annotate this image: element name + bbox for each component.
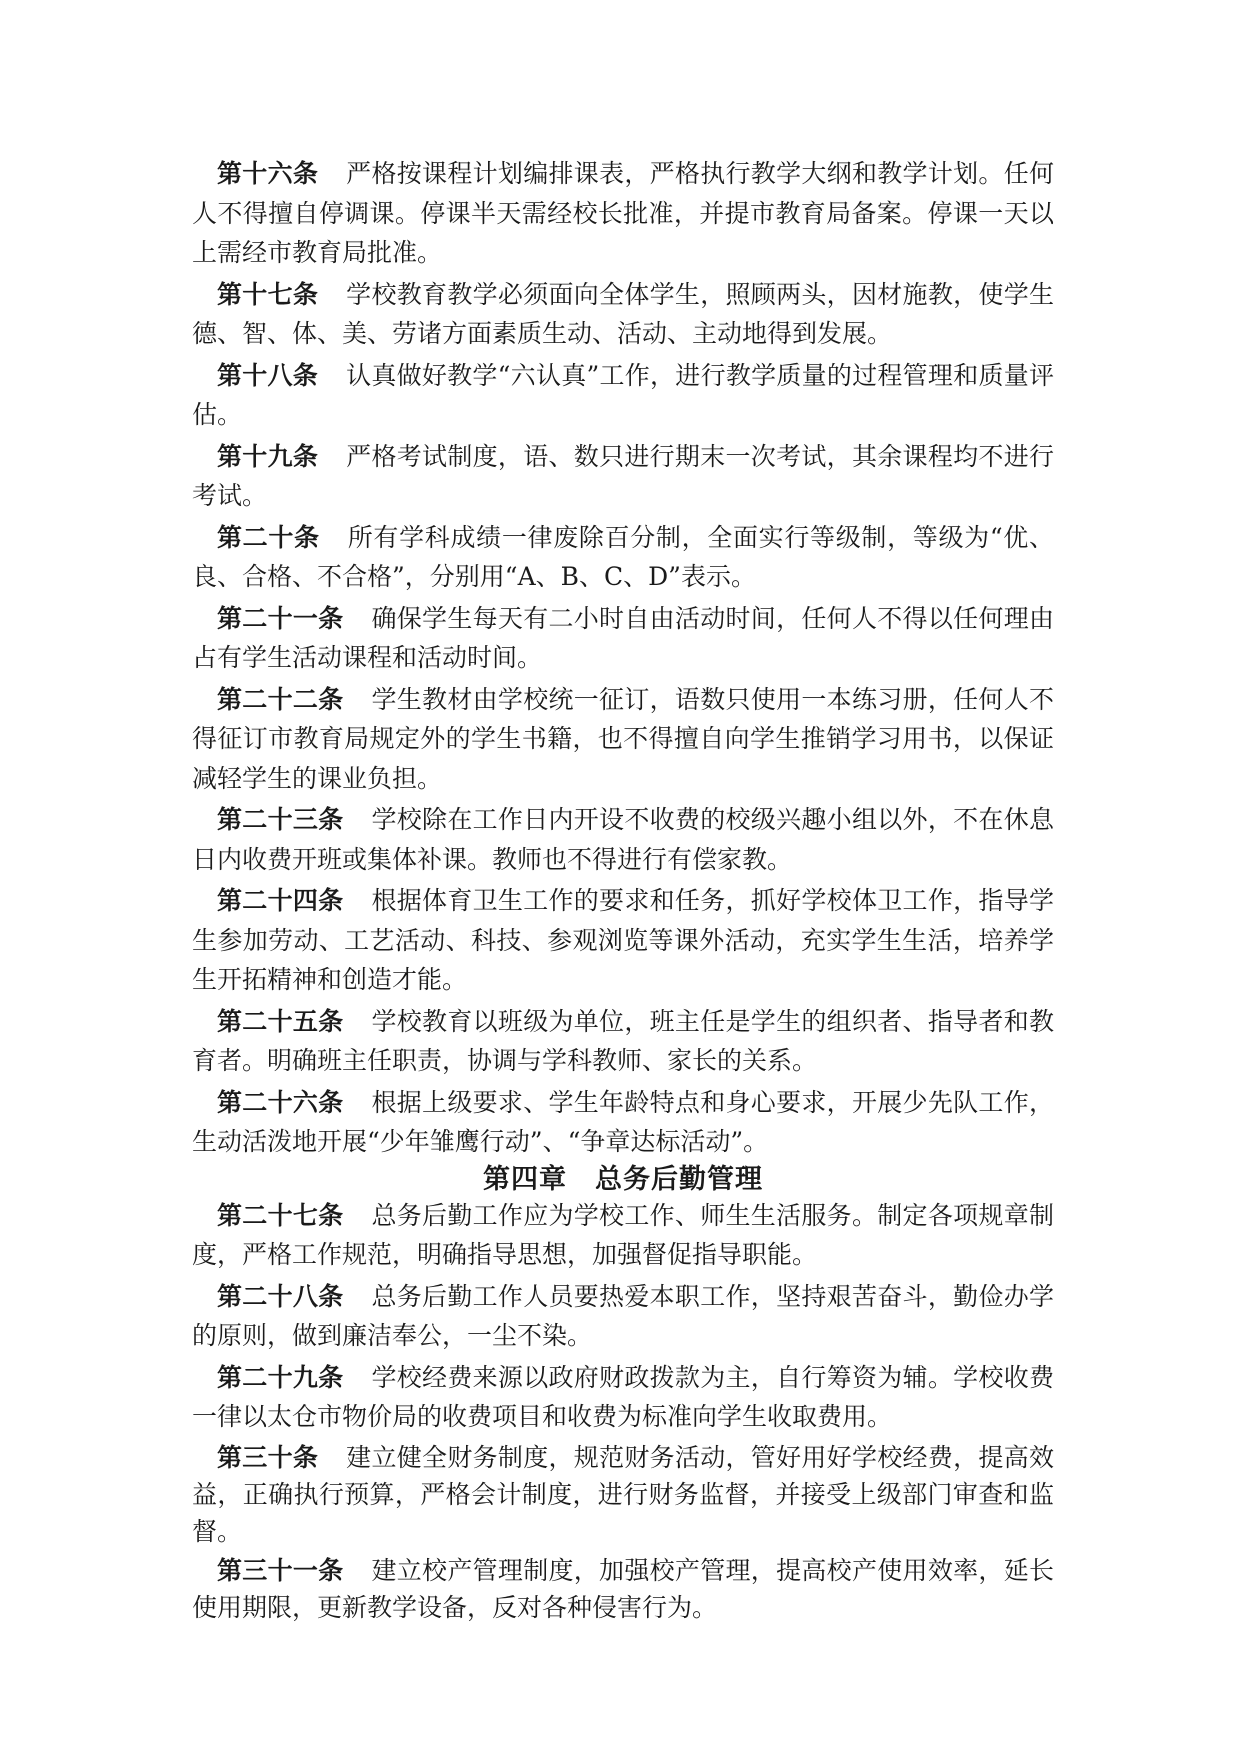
article-text: 总务后勤工作应为学校工作、师生生活服务。制定各项规章制度，严格工作规范，明确指导思想，加强督促指导职能。 <box>192 1200 1054 1269</box>
article-28 <box>192 1277 1054 1356</box>
article-text: 确保学生每天有二小时自由活动时间，任何人不得以任何理由占有学生活动课程和活动时间。 <box>192 603 1054 672</box>
article-number: 第二十九条 <box>217 1362 344 1392</box>
article-number: 第二十三条 <box>217 805 344 834</box>
article-text: 学校除在工作日内开设不收费的校级兴趣小组以外，不在休息日内收费开班或集体补课。教师也不得进行有偿家教。 <box>192 805 1054 874</box>
article-number: 第十九条 <box>217 441 319 471</box>
article-text: 学校经费来源以政府财政拨款为主，自行筹资为辅。学校收费一律以太仓市物价局的收费项目和收费为标准向学生收取费用。 <box>192 1362 1054 1431</box>
article-number: 第十六条 <box>217 159 319 188</box>
article-18 <box>192 356 1054 435</box>
article-text: 根据上级要求、学生年龄特点和身心要求，开展少先队工作，生动活泼地开展“少年雏鹰行动”、“争章达标活动”。 <box>192 1087 1054 1156</box>
article-23 <box>192 800 1054 879</box>
article-text: 学校教育教学必须面向全体学生，照顾两头，因材施教，使学生德、智、体、美、劳诸方面素质生动、活动、主动地得到发展。 <box>192 279 1054 348</box>
chapter-heading <box>192 1162 1054 1198</box>
article-26 <box>192 1083 1054 1162</box>
article-19 <box>192 437 1054 516</box>
article-20 <box>192 518 1054 597</box>
article-number: 第三十条 <box>217 1442 319 1472</box>
article-16 <box>192 154 1054 273</box>
article-31 <box>192 1552 1054 1626</box>
article-30 <box>192 1439 1054 1550</box>
article-text: 根据体育卫生工作的要求和任务，抓好学校体卫工作，指导学生参加劳动、工艺活动、科技、参观浏览等课外活动，充实学生生活，培养学生开拓精神和创造才能。 <box>192 886 1054 994</box>
article-number: 第二十五条 <box>217 1006 344 1036</box>
article-number: 第二十六条 <box>217 1087 344 1117</box>
article-25 <box>192 1002 1054 1081</box>
article-number: 第二十八条 <box>217 1281 344 1311</box>
article-text: 认真做好教学“六认真”工作，进行教学质量的过程管理和质量评估。 <box>192 360 1054 429</box>
article-text: 总务后勤工作人员要热爱本职工作，坚持艰苦奋斗，勤俭办学的原则，做到廉洁奉公，一尘不染。 <box>192 1281 1054 1350</box>
article-text: 严格考试制度，语、数只进行期末一次考试，其余课程均不进行考试。 <box>192 441 1054 510</box>
article-21 <box>192 599 1054 678</box>
article-number: 第二十二条 <box>217 684 344 714</box>
article-number: 第二十条 <box>217 522 320 552</box>
article-22 <box>192 680 1054 799</box>
article-number: 第十七条 <box>217 279 319 309</box>
article-text: 所有学科成绩一律废除百分制，全面实行等级制，等级为“优、良、合格、不合格”，分别用“A、B、C、D”表示。 <box>192 522 1054 591</box>
article-text: 建立健全财务制度，规范财务活动，管好用好学校经费，提高效益，正确执行预算，严格会计制度，进行财务监督，并接受上级部门审查和监督。 <box>192 1442 1054 1546</box>
article-text: 学校教育以班级为单位，班主任是学生的组织者、指导者和教育者。明确班主任职责，协调与学科教师、家长的关系。 <box>192 1006 1054 1075</box>
chapter-title: 总务后勤管理 <box>595 1163 763 1195</box>
article-text: 建立校产管理制度，加强校产管理，提高校产使用效率，延长使用期限，更新教学设备，反对各种侵害行为。 <box>192 1555 1054 1622</box>
article-29 <box>192 1358 1054 1437</box>
article-number: 第二十一条 <box>217 603 344 633</box>
article-number: 第二十七条 <box>217 1200 344 1230</box>
document-page <box>192 154 1054 1628</box>
article-17 <box>192 275 1054 354</box>
chapter-number: 第四章 <box>483 1163 567 1195</box>
article-27 <box>192 1196 1054 1275</box>
article-number: 第二十四条 <box>217 886 344 915</box>
article-text: 严格按课程计划编排课表，严格执行教学大纲和教学计划。任何人不得擅自停调课。停课半天需经校长批准，并提市教育局备案。停课一天以上需经市教育局批准。 <box>192 159 1054 267</box>
article-number: 第十八条 <box>217 360 319 390</box>
article-24 <box>192 881 1054 1000</box>
article-text: 学生教材由学校统一征订，语数只使用一本练习册，任何人不得征订市教育局规定外的学生书籍，也不得擅自向学生推销学习用书，以保证减轻学生的课业负担。 <box>192 684 1054 793</box>
article-number: 第三十一条 <box>217 1555 344 1585</box>
